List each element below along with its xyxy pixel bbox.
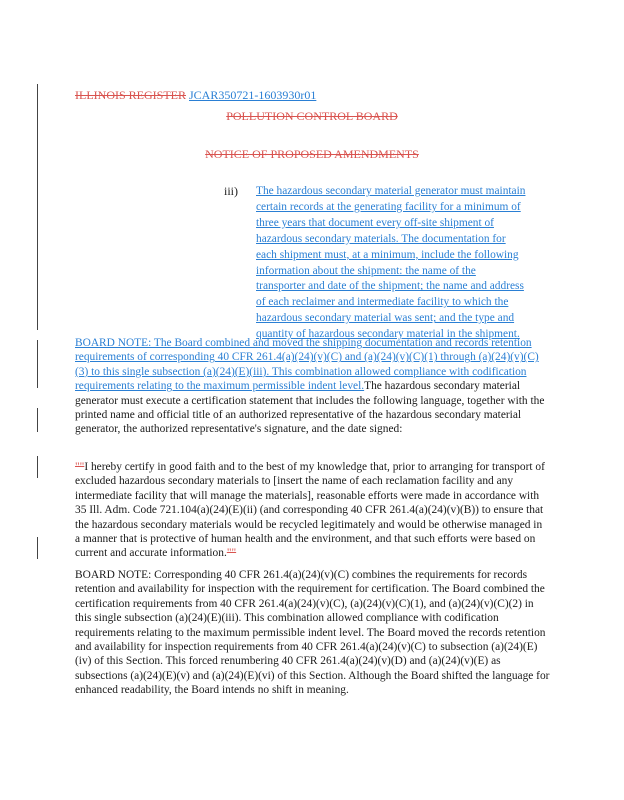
item-line: three years that document every off-site shipment of <box>256 216 494 229</box>
agency-title: POLLUTION CONTROL BOARD <box>226 109 398 123</box>
certification-text: I hereby certify in good faith and to the best of my knowledge that, prior to arranging for transport of excluded hazardous secondary materials to [insert the name of each reclamation facility and any intermediate facility that will manage the materials], reasonable efforts were made in accordance with 35 Ill. Adm. Code 721.104(a)(24)(E)(ii) (and corresponding 40 CFR 261.4(a)(24)(v)(B)) to ensure that the hazardous secondary materials would be recycled legitimately and would be otherwise managed in a manner that is protective of human health and the environment, and that such efforts were based on current and accurate information. <box>75 461 545 560</box>
board-note-1-inserted: BOARD NOTE: The Board combined and moved the shipping documentation and records retention requirements of corresponding 40 CFR 261.4(a)(24)(v)(C) and (a)(24)(v)(C)(1) through (a)(24)(v)(C)(3) to this single subsection (a)(24)(E)(iii). This combination allowed compliance with codification requirements relating to the maximum permissible indent level. <box>75 337 539 393</box>
board-note-1 <box>75 336 550 437</box>
item-line: hazardous secondary materials. The documentation for <box>256 232 506 245</box>
certification-open-mark: "" <box>75 461 85 473</box>
notice-title: NOTICE OF PROPOSED AMENDMENTS <box>205 147 419 161</box>
item-line: of each reclaimer and intermediate facility to which the <box>256 296 509 309</box>
item-line: quantity of hazardous secondary material in the shipment. <box>256 328 520 341</box>
item-line: information about the shipment: the name of the <box>256 264 476 277</box>
certification-close-mark: "" <box>226 547 237 560</box>
item-line: certain records at the generating facility for a minimum of <box>256 200 521 213</box>
item-line: The hazardous secondary material generator must maintain <box>256 185 526 197</box>
item-line: each shipment must, at a minimum, include the following <box>256 248 519 261</box>
register-header <box>75 88 316 103</box>
certification-statement <box>75 460 550 561</box>
item-marker: iii) <box>224 184 238 198</box>
board-note-1-text: The hazardous secondary material generator must execute a certification statement that includes the following language, together with the printed name and official title of an authorized representative of the hazardous secondary material generator, the authorized representative's signature, and the date signed: <box>75 380 545 436</box>
revision-bar-cert <box>37 456 38 478</box>
item-iii-text <box>256 184 541 343</box>
revision-bar-note <box>37 340 38 388</box>
revision-bar-mid <box>37 408 38 432</box>
register-inserted-text: JCAR350721-1603930r01 <box>189 88 317 102</box>
board-note-2: BOARD NOTE: Corresponding 40 CFR 261.4(a)(24)(v)(C) combines the requirements for records retention and availability for inspection with the requirement for certification. The Board combined the certification requirements from 40 CFR 261.4(a)(24)(v)(C), (a)(24)(v)(C)(1), and (a)(24)(v)(C)(2) in this single subsection (a)(24)(E)(iii). This combination allowed compliance with codification requirements relating to the maximum permissible indent level. The Board moved the records retention and availability for inspection requirements from 40 CFR 261.4(a)(24)(v)(C) to subsection (a)(24)(E)(iv) of this Section. This forced renumbering 40 CFR 261.4(a)(24)(v)(D) and (a)(24)(v)(E) as subsections (a)(24)(E)(v) and (a)(24)(E)(vi) of this Section. Although the Board shifted the language for enhanced readability, the Board intends no shift in meaning. <box>75 569 550 697</box>
register-deleted-text: ILLINOIS REGISTER <box>75 88 186 102</box>
item-line: hazardous secondary material was sent; and the type and <box>256 312 515 325</box>
revision-bar-cert-end <box>37 537 38 559</box>
item-line: transporter and date of the shipment; the name and address <box>256 280 524 293</box>
